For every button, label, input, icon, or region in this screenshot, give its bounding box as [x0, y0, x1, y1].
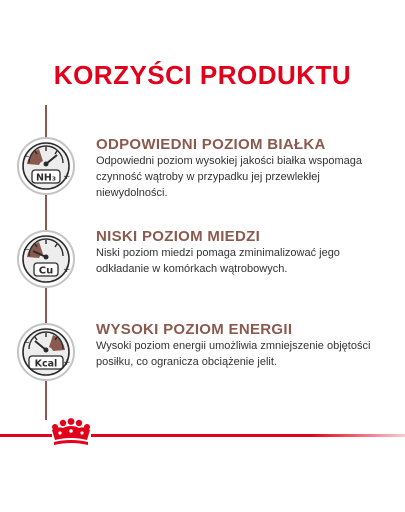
- protein-nh3-gauge-icon: [17, 137, 75, 195]
- svg-text:−: −: [23, 245, 30, 254]
- icon-label: Cu: [38, 265, 54, 277]
- benefit-description: Odpowiedni poziom wysokiej jakości białka wspomaga czynność wątroby w przypadku jej przewlekłej niewydolności.: [96, 155, 362, 199]
- energy-kcal-gauge-icon: [17, 323, 75, 381]
- benefit-description: Wysoki poziom energii umożliwia zmniejszenie objętości posiłku, co ogranicza obciążenie jelit.: [96, 340, 371, 368]
- page-title: KORZYŚCI PRODUKTU: [53, 60, 352, 90]
- icon-label: NH₃: [35, 172, 57, 184]
- brand-line-right: [91, 434, 405, 437]
- svg-text:−: −: [23, 152, 30, 161]
- svg-text:+: +: [63, 265, 71, 275]
- svg-text:+: +: [63, 172, 71, 182]
- svg-text:+: +: [63, 358, 71, 368]
- royal-canin-crown-icon: [48, 418, 94, 448]
- brand-line-left: [0, 434, 52, 437]
- copper-cu-gauge-icon: [17, 230, 75, 288]
- svg-text:−: −: [23, 338, 30, 347]
- benefit-title: WYSOKI POZIOM ENERGII: [96, 321, 293, 338]
- icon-label: Kcal: [34, 358, 58, 370]
- benefit-title: NISKI POZIOM MIEDZI: [96, 228, 261, 245]
- benefit-title: ODPOWIEDNI POZIOM BIAŁKA: [96, 136, 326, 153]
- benefit-description: Niski poziom miedzi pomaga zminimalizować jego odkładanie w komórkach wątrobowych.: [96, 247, 340, 275]
